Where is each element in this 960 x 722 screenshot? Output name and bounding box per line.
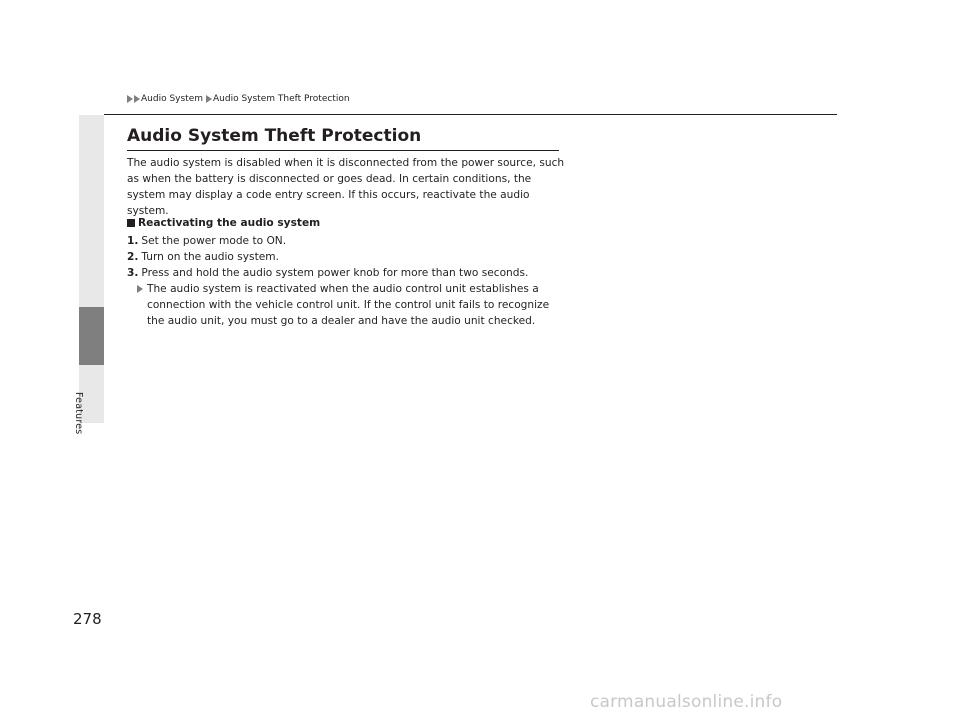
arrow-right-icon (206, 95, 212, 103)
arrow-right-icon (127, 95, 133, 103)
page-number: 278 (73, 610, 102, 628)
square-bullet-icon (127, 219, 135, 227)
step-text: Set the power mode to ON. (141, 235, 287, 247)
step-number: 1. (127, 235, 139, 247)
step-number: 3. (127, 267, 139, 279)
intro-paragraph: The audio system is disabled when it is disconnected from the power source, such as when the battery is disconnected or goes dead. In certain conditions, the system may display a code entry screen. If this occurs, reactivate the audio system. (127, 157, 565, 217)
list-item (127, 265, 567, 281)
breadcrumb-item: Audio System (141, 94, 204, 104)
side-tab-background (79, 115, 104, 423)
note-text: The audio system is reactivated when the audio control unit establishes a connection with the vehicle control unit. If the control unit fails to recognize the audio unit, you must go to a dealer and have the audio unit checked. (147, 283, 550, 327)
arrow-right-icon (134, 95, 140, 103)
section-tab-label: Features (73, 392, 84, 435)
list-item (127, 233, 567, 249)
section-heading-text: Reactivating the audio system (138, 217, 321, 229)
step-text: Press and hold the audio system power knob for more than two seconds. (141, 267, 529, 279)
step-text: Turn on the audio system. (141, 251, 279, 263)
arrow-right-icon (137, 285, 143, 293)
section-heading (127, 217, 320, 229)
page-title: Audio System Theft Protection (127, 126, 422, 146)
breadcrumb-item: Audio System Theft Protection (213, 94, 350, 104)
watermark: carmanualsonline.info (590, 692, 783, 712)
title-underline (127, 150, 559, 151)
side-tab-marker (79, 307, 104, 365)
step-number: 2. (127, 251, 139, 263)
result-note (137, 281, 567, 329)
steps-list (127, 233, 567, 329)
list-item (127, 249, 567, 265)
breadcrumb (127, 94, 353, 104)
header-divider (104, 114, 837, 115)
